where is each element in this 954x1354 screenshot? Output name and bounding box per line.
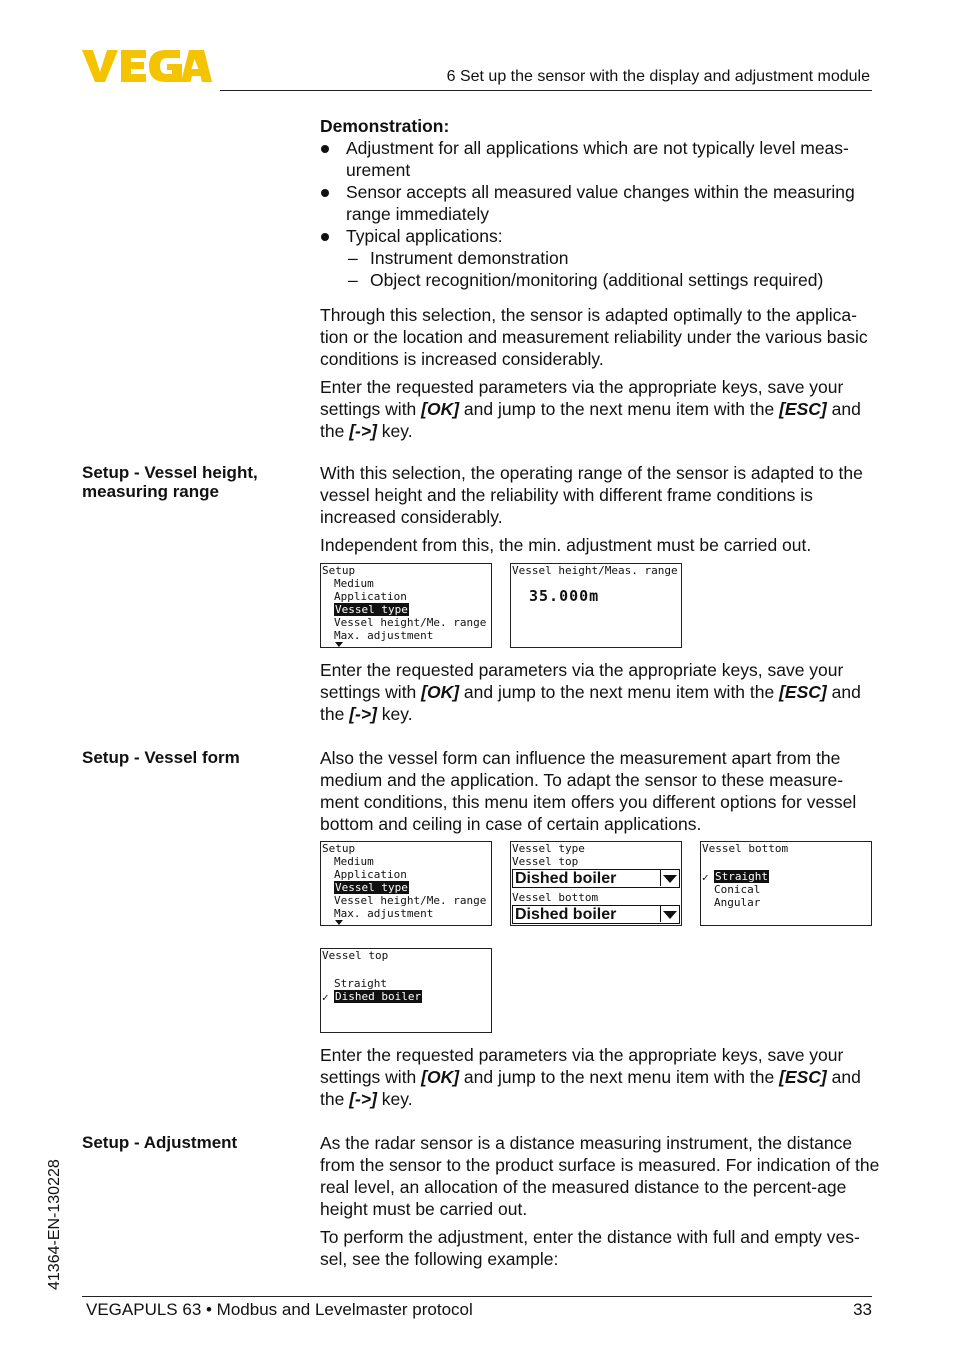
adjustment-example-note: To perform the adjustment, enter the distance with full and empty ves-sel, see the following example: [320, 1227, 860, 1269]
vessel-height-value: 35.000m [529, 587, 600, 605]
bullet-icon [321, 233, 329, 241]
bullet-icon [321, 145, 329, 153]
page-number: 33 [853, 1300, 872, 1319]
vessel-top-dropdown[interactable]: Dished boiler [512, 869, 680, 888]
list-item-text: Adjustment for all applications which are not typically level meas-urement [346, 138, 849, 180]
checkmark-icon: ✓ [702, 871, 709, 884]
adjustment-label: Setup - Adjustment [82, 1133, 238, 1152]
checkmark-icon: ✓ [322, 991, 329, 1004]
demonstration-paragraph: Through this selection, the sensor is adapted optimally to the applica-tion or the location and measurement reliability under the various basic conditions is increased considerably. [320, 305, 868, 369]
selected-menu-item: Vessel type [335, 881, 408, 894]
list-item-text: Sensor accepts all measured value changes within the measuring range immediately [346, 182, 855, 224]
footer-divider [82, 1296, 872, 1297]
vessel-bottom-dropdown[interactable]: Dished boiler [512, 905, 680, 924]
list-item [320, 181, 880, 225]
vessel-height-paragraph: With this selection, the operating range of the sensor is adapted to the vessel height and the reliability with different frame conditions is increased considerably. [320, 463, 863, 527]
vessel-form-label: Setup - Vessel form [82, 748, 240, 767]
dropdown-arrow-icon[interactable] [660, 906, 679, 922]
option-straight: Straight [715, 870, 768, 883]
scroll-down-icon [335, 920, 343, 925]
vessel-form-paragraph: Also the vessel form can influence the measurement apart from the medium and the application. To adapt the sensor to these measure-ment conditions, this menu item offers you different options for vessel bottom and ceiling in case of certain applications. [320, 748, 857, 834]
keys-instruction-3: Enter the requested parameters via the appropriate keys, save your settings with [OK] and jump to the next menu item with the [ESC] and the [->] key. [320, 1045, 861, 1109]
bullet-icon [321, 189, 329, 197]
option-dished-boiler: Dished boiler [335, 990, 422, 1003]
vessel-top-screen: Vessel top Straight ✓ Dished boiler [320, 948, 492, 1033]
footer-product: VEGAPULS 63 • Modbus and Levelmaster protocol [86, 1300, 473, 1319]
option-straight[interactable]: Straight [334, 977, 387, 990]
vessel-bottom-screen: Vessel bottom ✓ Straight Conical Angular [700, 841, 872, 926]
dropdown-arrow-icon[interactable] [660, 870, 679, 886]
setup-menu-screen-2: Setup Medium Application Vessel type Vessel height/Me. range Max. adjustment [320, 841, 492, 926]
document-code: 41364-EN-130228 [46, 1159, 63, 1290]
vessel-height-screen: Vessel height/Meas. range 35.000m [510, 563, 682, 648]
vessel-form-section [320, 747, 880, 835]
vega-logo [82, 48, 212, 84]
header-divider [220, 90, 872, 91]
option-angular[interactable]: Angular [714, 896, 761, 909]
setup-menu-screen: Setup Medium Application Vessel type Vessel height/Me. range Max. adjustment [320, 563, 492, 648]
keys-instruction: Enter the requested parameters via the appropriate keys, save your settings with [OK] and jump to the next menu item with the [ESC] and the [->] key. [320, 377, 861, 441]
keys-instruction-2: Enter the requested parameters via the appropriate keys, save your settings with [OK] and jump to the next menu item with the [ESC] and the [->] key. [320, 660, 861, 724]
demonstration-heading: Demonstration: [320, 116, 450, 136]
vessel-height-section [320, 462, 880, 556]
scroll-down-icon [335, 642, 343, 647]
adjustment-paragraph: As the radar sensor is a distance measuring instrument, the distance from the sensor to the product surface is measured. For indication of the real level, an allocation of the measured distance to the percent-age height must be carried out. [320, 1133, 880, 1219]
vessel-type-screen: Vessel type Vessel top Dished boiler Vessel bottom Dished boiler [510, 841, 682, 926]
list-item [320, 137, 880, 181]
sub-list-item: – Object recognition/monitoring (additional settings required) [348, 270, 824, 290]
sub-list [346, 247, 880, 291]
adjustment-section [320, 1132, 880, 1270]
list-item-text: Typical applications: [346, 226, 503, 246]
option-conical[interactable]: Conical [714, 883, 761, 896]
sub-list-item: – Instrument demonstration [348, 248, 569, 268]
vessel-height-label: Setup - Vessel height, measuring range [82, 463, 258, 501]
section-title: 6 Set up the sensor with the display and adjustment module [446, 68, 870, 85]
demonstration-list [320, 137, 880, 291]
demonstration-section [320, 115, 880, 442]
min-adjustment-note: Independent from this, the min. adjustment must be carried out. [320, 535, 812, 555]
selected-menu-item: Vessel type [335, 603, 408, 616]
list-item [320, 225, 880, 291]
